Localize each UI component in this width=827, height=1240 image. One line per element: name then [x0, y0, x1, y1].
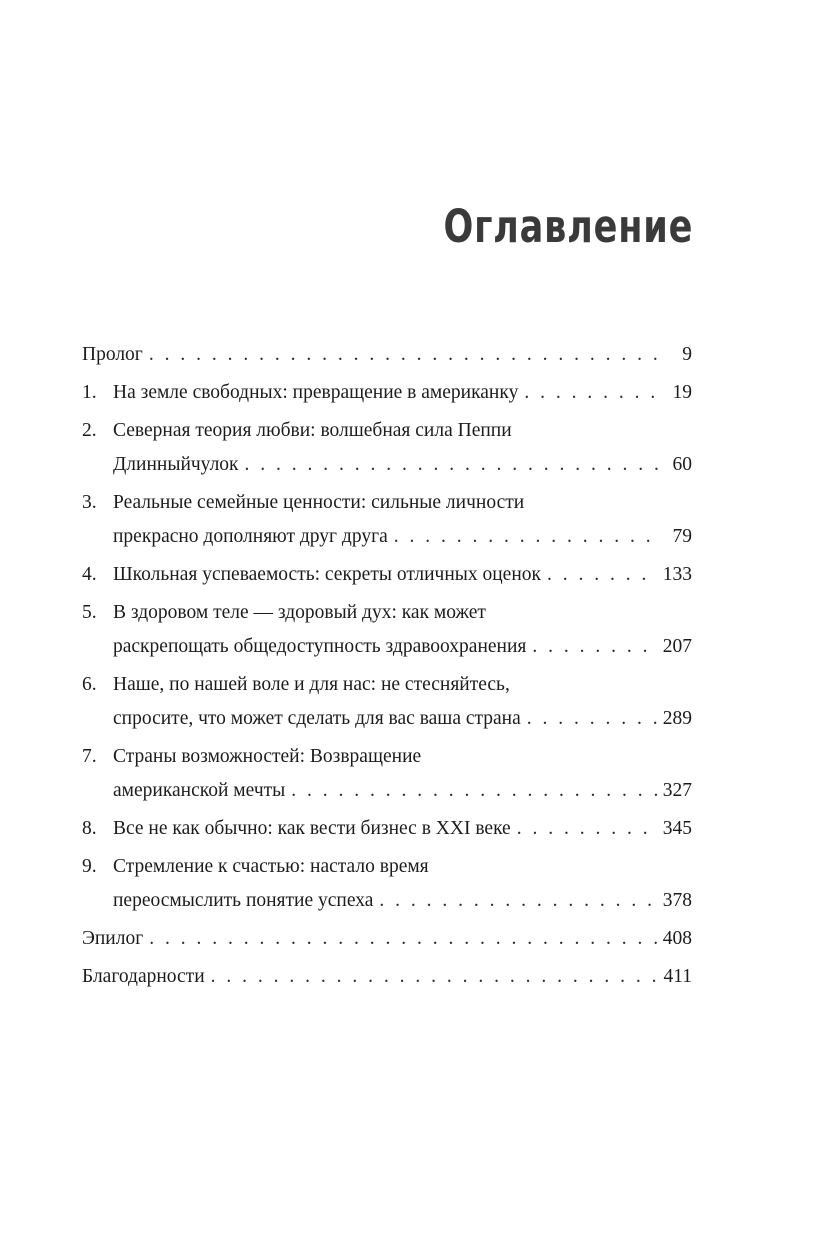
- toc-entry-text: Наше, по нашей воле и для нас: не стесняйтесь,: [113, 674, 510, 695]
- page-number: 60: [672, 454, 692, 475]
- toc-entry-line: [82, 812, 692, 846]
- chapter-number: 2.: [82, 420, 97, 441]
- toc-entry-text: Страны возможностей: Возвращение: [113, 746, 422, 767]
- dot-leader: [149, 922, 657, 956]
- toc-entry-text: Реальные семейные ценности: сильные личности: [113, 492, 525, 513]
- table-of-contents: [82, 338, 692, 998]
- toc-entry-line: [82, 448, 692, 482]
- page-number: 289: [662, 708, 692, 729]
- toc-entry[interactable]: [82, 812, 692, 846]
- toc-title: Оглавление: [443, 200, 693, 253]
- dot-leader: [517, 812, 657, 846]
- chapter-number: 4.: [82, 564, 97, 585]
- page-number: 133: [662, 564, 692, 585]
- page-number: 9: [682, 344, 692, 365]
- toc-entry-text: раскрепощать общедоступность здравоохранения: [113, 636, 527, 657]
- chapter-number: 3.: [82, 492, 97, 513]
- toc-entry-line: [82, 884, 692, 918]
- chapter-number: 5.: [82, 602, 97, 623]
- toc-entry-text: Пролог: [82, 344, 143, 365]
- toc-entry-line: [82, 740, 692, 774]
- toc-entry-line: [82, 702, 692, 736]
- page-number: 411: [663, 966, 692, 987]
- dot-leader: [394, 520, 658, 554]
- toc-entry-line: [82, 338, 692, 372]
- dot-leader: [532, 630, 656, 664]
- toc-entry-line: [82, 376, 692, 410]
- toc-entry-text: Школьная успеваемость: секреты отличных оценок: [113, 564, 541, 585]
- toc-entry-line: [82, 668, 692, 702]
- toc-entry-text: американской мечты: [113, 780, 286, 801]
- chapter-number: 6.: [82, 674, 97, 695]
- toc-entry[interactable]: [82, 960, 692, 994]
- toc-entry-text: спросите, что может сделать для вас ваша страна: [113, 708, 521, 729]
- toc-entry-text: прекрасно дополняют друг друга: [113, 526, 388, 547]
- toc-entry[interactable]: [82, 668, 692, 736]
- page-number: 79: [672, 526, 692, 547]
- page-number: 207: [662, 636, 692, 657]
- toc-entry[interactable]: [82, 414, 692, 482]
- toc-entry-text: Все не как обычно: как вести бизнес в XXI веке: [113, 818, 511, 839]
- toc-entry-text: переосмыслить понятие успеха: [113, 890, 374, 911]
- dot-leader: [547, 558, 657, 592]
- toc-entry-line: [82, 520, 692, 554]
- dot-leader: [245, 448, 658, 482]
- toc-entry[interactable]: [82, 850, 692, 918]
- page-number: 327: [662, 780, 692, 801]
- toc-entry-text: Длинныйчулок: [113, 454, 239, 475]
- dot-leader: [524, 376, 658, 410]
- chapter-number: 7.: [82, 746, 97, 767]
- chapter-number: 1.: [82, 382, 97, 403]
- toc-entry[interactable]: [82, 740, 692, 808]
- dot-leader: [149, 338, 658, 372]
- page-number: 378: [662, 890, 692, 911]
- toc-entry[interactable]: [82, 376, 692, 410]
- toc-entry-line: [82, 960, 692, 994]
- toc-entry-text: Благодарности: [82, 966, 205, 987]
- toc-entry[interactable]: [82, 486, 692, 554]
- page-number: 408: [662, 928, 692, 949]
- toc-entry-line: [82, 486, 692, 520]
- toc-entry-text: На земле свободных: превращение в американку: [113, 382, 519, 403]
- toc-entry-line: [82, 922, 692, 956]
- toc-entry-text: Стремление к счастью: настало время: [113, 856, 429, 877]
- chapter-number: 9.: [82, 856, 97, 877]
- dot-leader: [291, 774, 657, 808]
- toc-entry[interactable]: [82, 558, 692, 592]
- dot-leader: [527, 702, 657, 736]
- toc-entry[interactable]: [82, 922, 692, 956]
- dot-leader: [379, 884, 656, 918]
- toc-entry[interactable]: [82, 338, 692, 372]
- toc-entry-text: Северная теория любви: волшебная сила Пеппи: [113, 420, 512, 441]
- toc-entry-line: [82, 850, 692, 884]
- toc-entry[interactable]: [82, 596, 692, 664]
- toc-entry-text: Эпилог: [82, 928, 144, 949]
- chapter-number: 8.: [82, 818, 97, 839]
- page-number: 345: [662, 818, 692, 839]
- page-number: 19: [672, 382, 692, 403]
- toc-entry-line: [82, 774, 692, 808]
- toc-entry-text: В здоровом теле — здоровый дух: как может: [113, 602, 486, 623]
- toc-entry-line: [82, 596, 692, 630]
- dot-leader: [211, 960, 658, 994]
- toc-entry-line: [82, 414, 692, 448]
- toc-entry-line: [82, 558, 692, 592]
- toc-entry-line: [82, 630, 692, 664]
